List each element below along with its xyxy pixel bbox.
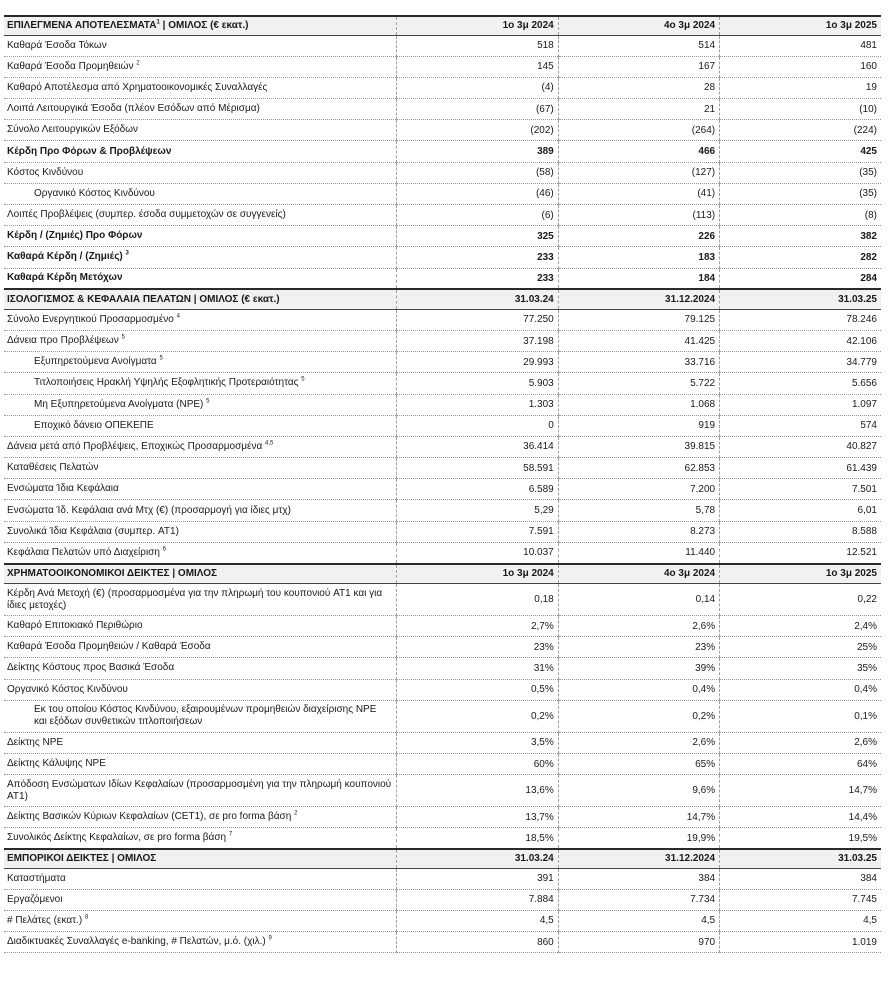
footnote-marker: 2 bbox=[294, 810, 298, 817]
row-value: 11.440 bbox=[558, 542, 719, 563]
row-label: Ενσώματα Ίδ. Κεφάλαια ανά Μτχ (€) (προσαρμογή για ίδιες μτχ) bbox=[4, 500, 397, 521]
row-value: 2,6% bbox=[558, 732, 719, 753]
row-value: 233 bbox=[397, 268, 558, 289]
column-header: 31.12.2024 bbox=[558, 289, 719, 309]
row-value: 7.501 bbox=[720, 479, 881, 500]
table-row bbox=[4, 584, 881, 616]
table-row bbox=[4, 436, 881, 457]
row-value: (35) bbox=[720, 162, 881, 183]
row-value: 6,01 bbox=[720, 500, 881, 521]
row-value: (46) bbox=[397, 183, 558, 204]
row-value: (35) bbox=[720, 183, 881, 204]
row-value: (41) bbox=[558, 183, 719, 204]
row-label: Καθαρά Κέρδη Μετόχων bbox=[4, 268, 397, 289]
column-header: 31.03.25 bbox=[720, 849, 881, 868]
row-label: Δάνεια μετά από Προβλέψεις, Εποχικώς Προσαρμοσμένα $^{4,5}$ bbox=[4, 436, 397, 457]
row-value: 78.246 bbox=[720, 309, 881, 330]
row-label: Καθαρά Κέρδη / (Ζημιές) $^3$ bbox=[4, 247, 397, 268]
table-row bbox=[4, 120, 881, 141]
row-label: Καταστήματα bbox=[4, 868, 397, 889]
row-value: 233 bbox=[397, 247, 558, 268]
row-value: 19 bbox=[720, 77, 881, 98]
footnote-marker: 6 bbox=[162, 546, 167, 553]
row-value: 518 bbox=[397, 35, 558, 56]
row-value: 466 bbox=[558, 141, 719, 162]
row-value: 389 bbox=[397, 141, 558, 162]
table-row bbox=[4, 268, 881, 289]
column-header: 4ο 3μ 2024 bbox=[558, 16, 719, 35]
row-value: 1.019 bbox=[720, 932, 881, 953]
row-value: 13,6% bbox=[397, 775, 558, 807]
row-value: 1.097 bbox=[720, 394, 881, 415]
row-label: Λοιπές Προβλέψεις (συμπερ. έσοδα συμμετοχών σε συγγενείς) bbox=[4, 205, 397, 226]
row-value: 28 bbox=[558, 77, 719, 98]
row-value: 167 bbox=[558, 56, 719, 77]
row-value: 79.125 bbox=[558, 309, 719, 330]
row-label: Κόστος Κινδύνου bbox=[4, 162, 397, 183]
column-header: 31.03.24 bbox=[397, 849, 558, 868]
row-value: 29.993 bbox=[397, 352, 558, 373]
table-row bbox=[4, 99, 881, 120]
row-label: Δείκτης Κάλυψης NPE bbox=[4, 753, 397, 774]
row-value: 8.273 bbox=[558, 521, 719, 542]
row-label: Καθαρό Επιτοκιακό Περιθώριο bbox=[4, 616, 397, 637]
table-row bbox=[4, 479, 881, 500]
row-label: Καταθέσεις Πελατών bbox=[4, 458, 397, 479]
row-value: 62.853 bbox=[558, 458, 719, 479]
table-row bbox=[4, 309, 881, 330]
row-value: 7.200 bbox=[558, 479, 719, 500]
table-row bbox=[4, 542, 881, 563]
row-value: 0,2% bbox=[558, 700, 719, 732]
row-label: Οργανικό Κόστος Κινδύνου bbox=[4, 679, 397, 700]
row-value: 3,5% bbox=[397, 732, 558, 753]
row-value: 25% bbox=[720, 637, 881, 658]
row-label: Λοιπά Λειτουργικά Έσοδα (πλέον Εσόδων από Μέρισμα) bbox=[4, 99, 397, 120]
footnote-marker: 8 bbox=[84, 914, 89, 921]
row-value: 2,4% bbox=[720, 616, 881, 637]
row-value: 391 bbox=[397, 868, 558, 889]
row-label: Εκ του οποίου Κόστος Κινδύνου, εξαιρουμένων προμηθειών διαχείρισης NPE και εξόδων συνθετικών τιτλοποιήσεων bbox=[4, 700, 397, 732]
table-row bbox=[4, 458, 881, 479]
row-value: 5.722 bbox=[558, 373, 719, 394]
row-value: 39% bbox=[558, 658, 719, 679]
section-header bbox=[4, 16, 881, 35]
row-value: 970 bbox=[558, 932, 719, 953]
row-value: 425 bbox=[720, 141, 881, 162]
table-row bbox=[4, 828, 881, 849]
row-value: 0,22 bbox=[720, 584, 881, 616]
row-value: 183 bbox=[558, 247, 719, 268]
row-value: 860 bbox=[397, 932, 558, 953]
row-value: 23% bbox=[558, 637, 719, 658]
row-label: Καθαρά Έσοδα Προμηθειών $^2$ bbox=[4, 56, 397, 77]
column-header: 1ο 3μ 2025 bbox=[720, 564, 881, 584]
row-value: 61.439 bbox=[720, 458, 881, 479]
row-value: (113) bbox=[558, 205, 719, 226]
row-value: 40.827 bbox=[720, 436, 881, 457]
section-title: ΕΠΙΛΕΓΜΕΝΑ ΑΠΟΤΕΛΕΣΜΑΤΑ$^1$ | ΟΜΙΛΟΣ (€ εκατ.) bbox=[4, 16, 397, 35]
row-value: 12.521 bbox=[720, 542, 881, 563]
row-value: 18,5% bbox=[397, 828, 558, 849]
footnote-marker: 4 bbox=[176, 313, 180, 320]
table-row bbox=[4, 35, 881, 56]
row-value: 19,5% bbox=[720, 828, 881, 849]
row-value: 42.106 bbox=[720, 330, 881, 351]
row-value: (4) bbox=[397, 77, 558, 98]
row-label: Δείκτης Κόστους προς Βασικά Έσοδα bbox=[4, 658, 397, 679]
row-value: 7.884 bbox=[397, 889, 558, 910]
row-value: 384 bbox=[720, 868, 881, 889]
footnote-marker: 9 bbox=[268, 935, 272, 942]
footnote-marker: 5 bbox=[301, 377, 305, 384]
footnote-marker: 3 bbox=[125, 251, 129, 258]
row-value: 184 bbox=[558, 268, 719, 289]
row-label: Οργανικό Κόστος Κινδύνου bbox=[4, 183, 397, 204]
row-value: (127) bbox=[558, 162, 719, 183]
table-row bbox=[4, 679, 881, 700]
column-header: 31.03.24 bbox=[397, 289, 558, 309]
footnote-marker: 5 bbox=[206, 398, 210, 405]
footnote-marker: 2 bbox=[136, 60, 140, 67]
row-value: 0,4% bbox=[720, 679, 881, 700]
row-label: Δάνεια προ Προβλέψεων $^5$ bbox=[4, 330, 397, 351]
row-label: Καθαρά Έσοδα Τόκων bbox=[4, 35, 397, 56]
row-value: 226 bbox=[558, 226, 719, 247]
table-row bbox=[4, 56, 881, 77]
row-value: 64% bbox=[720, 753, 881, 774]
table-row bbox=[4, 247, 881, 268]
row-value: 9,6% bbox=[558, 775, 719, 807]
row-value: 1.303 bbox=[397, 394, 558, 415]
row-value: 0,14 bbox=[558, 584, 719, 616]
table-row bbox=[4, 732, 881, 753]
row-value: 10.037 bbox=[397, 542, 558, 563]
section-title: ΧΡΗΜΑΤΟΟΙΚΟΝΟΜΙΚΟΙ ΔΕΙΚΤΕΣ | ΟΜΙΛΟΣ bbox=[4, 564, 397, 584]
footnote-marker: 5 bbox=[159, 355, 163, 362]
row-value: 325 bbox=[397, 226, 558, 247]
row-value: 21 bbox=[558, 99, 719, 120]
row-value: 382 bbox=[720, 226, 881, 247]
row-label: Εξυπηρετούμενα Ανοίγματα $^5$ bbox=[4, 352, 397, 373]
row-value: (6) bbox=[397, 205, 558, 226]
table-row bbox=[4, 141, 881, 162]
table-row bbox=[4, 932, 881, 953]
row-value: 41.425 bbox=[558, 330, 719, 351]
row-label: Κέρδη Ανά Μετοχή (€) (προσαρμοσμένα για την πληρωμή του κουπονιού AT1 και για ίδιες μετοχές) bbox=[4, 584, 397, 616]
row-value: 65% bbox=[558, 753, 719, 774]
table-row bbox=[4, 77, 881, 98]
row-value: (8) bbox=[720, 205, 881, 226]
row-label: Κεφάλαια Πελατών υπό Διαχείριση $^6$ bbox=[4, 542, 397, 563]
row-value: 37.198 bbox=[397, 330, 558, 351]
row-value: (264) bbox=[558, 120, 719, 141]
table-row bbox=[4, 500, 881, 521]
table-row bbox=[4, 352, 881, 373]
row-label: # Πελάτες (εκατ.) $^8$ bbox=[4, 910, 397, 931]
row-value: (10) bbox=[720, 99, 881, 120]
row-value: 574 bbox=[720, 415, 881, 436]
row-value: 0,5% bbox=[397, 679, 558, 700]
section-title: ΙΣΟΛΟΓΙΣΜΟΣ & ΚΕΦΑΛΑΙΑ ΠΕΛΑΤΩΝ | ΟΜΙΛΟΣ (€ εκατ.) bbox=[4, 289, 397, 309]
footnote-marker: 1 bbox=[156, 19, 160, 26]
row-value: 2,7% bbox=[397, 616, 558, 637]
row-label: Διαδικτυακές Συναλλαγές e-banking, # Πελατών, μ.ό. (χιλ.) $^9$ bbox=[4, 932, 397, 953]
column-header: 31.03.25 bbox=[720, 289, 881, 309]
table-row bbox=[4, 183, 881, 204]
footnote-marker: 7 bbox=[228, 831, 233, 838]
row-value: (224) bbox=[720, 120, 881, 141]
results-table bbox=[4, 15, 881, 953]
row-value: 77.250 bbox=[397, 309, 558, 330]
row-label: Δείκτης Βασικών Κύριων Κεφαλαίων (CET1), σε pro forma βάση $^2$ bbox=[4, 807, 397, 828]
row-label: Κέρδη Προ Φόρων & Προβλέψεων bbox=[4, 141, 397, 162]
footnote-marker: 4,5 bbox=[265, 440, 274, 447]
row-label: Δείκτης NPE bbox=[4, 732, 397, 753]
row-value: 2,6% bbox=[720, 732, 881, 753]
row-value: 5.656 bbox=[720, 373, 881, 394]
table-row bbox=[4, 226, 881, 247]
section-header bbox=[4, 849, 881, 868]
row-value: 34.779 bbox=[720, 352, 881, 373]
row-label: Σύνολο Ενεργητικού Προσαρμοσμένο $^4$ bbox=[4, 309, 397, 330]
row-label: Κέρδη / (Ζημιές) Προ Φόρων bbox=[4, 226, 397, 247]
section-header bbox=[4, 564, 881, 584]
row-value: 384 bbox=[558, 868, 719, 889]
row-value: 481 bbox=[720, 35, 881, 56]
row-value: 0 bbox=[397, 415, 558, 436]
row-value: 7.745 bbox=[720, 889, 881, 910]
row-value: 14,7% bbox=[558, 807, 719, 828]
row-value: 39.815 bbox=[558, 436, 719, 457]
row-value: 33.716 bbox=[558, 352, 719, 373]
row-label: Συνολικά Ίδια Κεφάλαια (συμπερ. AT1) bbox=[4, 521, 397, 542]
row-label: Εποχικό δάνειο ΟΠΕΚΕΠΕ bbox=[4, 415, 397, 436]
row-label: Ενσώματα Ίδια Κεφάλαια bbox=[4, 479, 397, 500]
footnote-marker: 5 bbox=[121, 334, 125, 341]
table-row bbox=[4, 753, 881, 774]
row-value: 60% bbox=[397, 753, 558, 774]
row-value: 31% bbox=[397, 658, 558, 679]
row-value: 4,5 bbox=[397, 910, 558, 931]
table-row bbox=[4, 394, 881, 415]
row-value: 0,18 bbox=[397, 584, 558, 616]
row-value: 35% bbox=[720, 658, 881, 679]
table-row bbox=[4, 521, 881, 542]
row-value: 4,5 bbox=[720, 910, 881, 931]
column-header: 31.12.2024 bbox=[558, 849, 719, 868]
column-header: 1ο 3μ 2024 bbox=[397, 16, 558, 35]
row-value: 919 bbox=[558, 415, 719, 436]
row-value: 6.589 bbox=[397, 479, 558, 500]
row-value: (58) bbox=[397, 162, 558, 183]
table-row bbox=[4, 868, 881, 889]
row-label: Μη Εξυπηρετούμενα Ανοίγματα (NPE) $^5$ bbox=[4, 394, 397, 415]
row-label: Τιτλοποιήσεις Ηρακλή Υψηλής Εξοφλητικής Προτεραιότητας $^5$ bbox=[4, 373, 397, 394]
table-row bbox=[4, 700, 881, 732]
row-value: 14,7% bbox=[720, 775, 881, 807]
section-header bbox=[4, 289, 881, 309]
row-value: 1.068 bbox=[558, 394, 719, 415]
row-value: (202) bbox=[397, 120, 558, 141]
row-value: 284 bbox=[720, 268, 881, 289]
table-row bbox=[4, 205, 881, 226]
row-value: 0,2% bbox=[397, 700, 558, 732]
row-value: 514 bbox=[558, 35, 719, 56]
table-row bbox=[4, 637, 881, 658]
row-value: 13,7% bbox=[397, 807, 558, 828]
row-value: 14,4% bbox=[720, 807, 881, 828]
table-row bbox=[4, 415, 881, 436]
table-row bbox=[4, 889, 881, 910]
financial-results-sheet bbox=[4, 15, 881, 953]
row-label: Καθαρά Έσοδα Προμηθειών / Καθαρά Έσοδα bbox=[4, 637, 397, 658]
row-value: 5.903 bbox=[397, 373, 558, 394]
row-value: 145 bbox=[397, 56, 558, 77]
table-row bbox=[4, 162, 881, 183]
row-value: 58.591 bbox=[397, 458, 558, 479]
row-value: 7.734 bbox=[558, 889, 719, 910]
row-value: 160 bbox=[720, 56, 881, 77]
column-header: 1ο 3μ 2025 bbox=[720, 16, 881, 35]
row-value: 23% bbox=[397, 637, 558, 658]
row-value: 8.588 bbox=[720, 521, 881, 542]
table-row bbox=[4, 373, 881, 394]
row-value: 0,4% bbox=[558, 679, 719, 700]
table-row bbox=[4, 658, 881, 679]
row-value: 282 bbox=[720, 247, 881, 268]
table-row bbox=[4, 807, 881, 828]
row-value: 5,78 bbox=[558, 500, 719, 521]
column-header: 1ο 3μ 2024 bbox=[397, 564, 558, 584]
row-value: 7.591 bbox=[397, 521, 558, 542]
row-label: Απόδοση Ενσώματων Ιδίων Κεφαλαίων (προσαρμοσμένη για την πληρωμή κουπονιού AT1) bbox=[4, 775, 397, 807]
row-label: Συνολικός Δείκτης Κεφαλαίων, σε pro forma βάση $^7$ bbox=[4, 828, 397, 849]
table-row bbox=[4, 775, 881, 807]
row-value: 2,6% bbox=[558, 616, 719, 637]
row-value: (67) bbox=[397, 99, 558, 120]
column-header: 4ο 3μ 2024 bbox=[558, 564, 719, 584]
row-value: 36.414 bbox=[397, 436, 558, 457]
table-row bbox=[4, 330, 881, 351]
row-value: 0,1% bbox=[720, 700, 881, 732]
table-row bbox=[4, 616, 881, 637]
row-label: Καθαρό Αποτέλεσμα από Χρηματοοικονομικές Συναλλαγές bbox=[4, 77, 397, 98]
row-label: Εργαζόμενοι bbox=[4, 889, 397, 910]
section-title: ΕΜΠΟΡΙΚΟΙ ΔΕΙΚΤΕΣ | ΟΜΙΛΟΣ bbox=[4, 849, 397, 868]
row-label: Σύνολο Λειτουργικών Εξόδων bbox=[4, 120, 397, 141]
table-row bbox=[4, 910, 881, 931]
row-value: 19,9% bbox=[558, 828, 719, 849]
row-value: 4,5 bbox=[558, 910, 719, 931]
row-value: 5,29 bbox=[397, 500, 558, 521]
